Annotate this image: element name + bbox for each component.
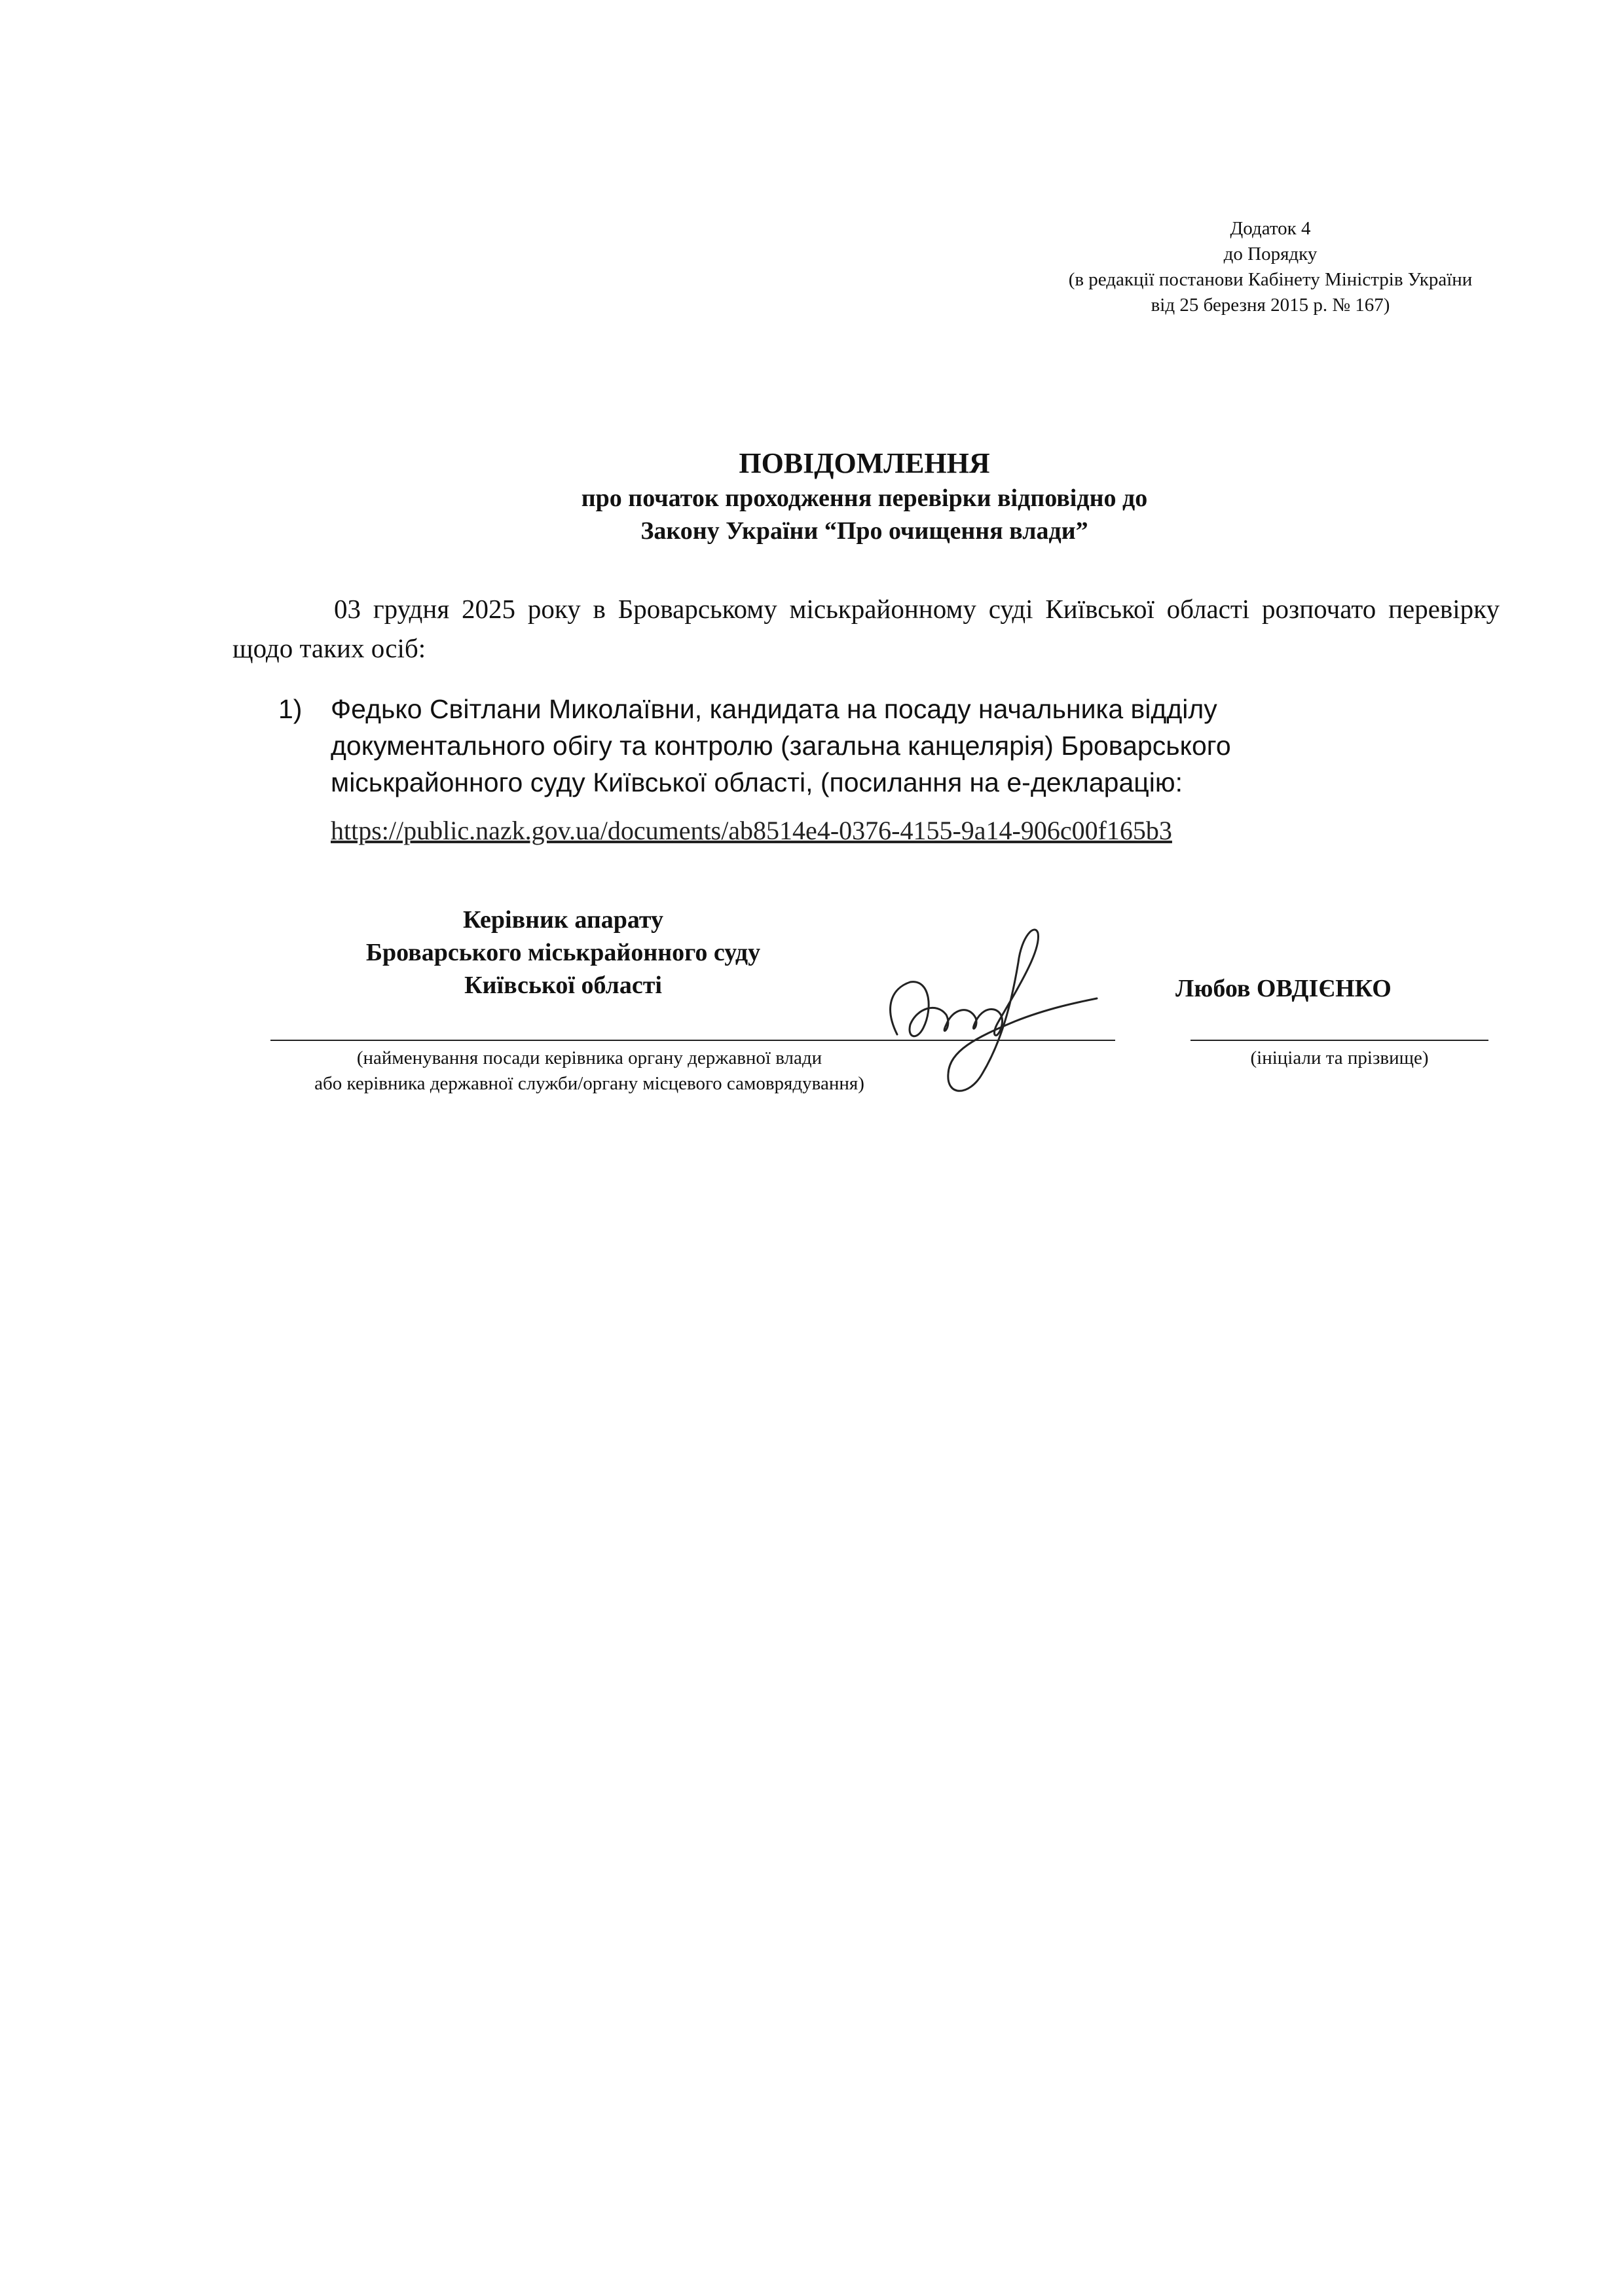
appendix-header bbox=[1022, 216, 1519, 318]
signature-line-left bbox=[270, 1040, 1115, 1041]
position-line: Київської області bbox=[464, 972, 662, 999]
signer-position bbox=[288, 903, 838, 1002]
signer-name: Любов ОВДІЄНКО bbox=[1175, 975, 1392, 1002]
title-main: ПОВІДОМЛЕННЯ bbox=[739, 447, 990, 479]
declaration-link[interactable]: https://public.nazk.gov.ua/documents/ab8514e4-0376-4155-9a14-906c00f165b3 bbox=[331, 816, 1172, 845]
list-item-text: Федько Світлани Миколаївни, кандидата на посаду начальника відділу документального обігу та контролю (загальна канцелярія) Броварського міськрайонного суду Київської області, (посилання на е-декларацію: bbox=[331, 694, 1231, 797]
list-item bbox=[278, 691, 1392, 849]
signature-line-right bbox=[1190, 1040, 1488, 1041]
appendix-line: Додаток 4 bbox=[1230, 218, 1311, 239]
position-caption bbox=[259, 1046, 920, 1097]
intro-paragraph: 03 грудня 2025 року в Броварському міськрайонному суді Київської області розпочато перевірку щодо таких осіб: bbox=[232, 594, 1500, 663]
list-item-number: 1) bbox=[278, 694, 303, 724]
appendix-line: (в редакції постанови Кабінету Міністрів України bbox=[1068, 269, 1473, 290]
name-caption: (ініціали та прізвище) bbox=[1250, 1048, 1429, 1068]
caption-line: (найменування посади керівника органу державної влади bbox=[356, 1048, 822, 1068]
title-subtitle-line: про початок проходження перевірки відповідно до bbox=[581, 484, 1148, 512]
appendix-line: від 25 березня 2015 р. № 167) bbox=[1151, 295, 1390, 316]
position-line: Керівник апарату bbox=[462, 906, 664, 934]
document-title bbox=[327, 445, 1401, 547]
title-subtitle-line: Закону України “Про очищення влади” bbox=[640, 517, 1088, 545]
position-line: Броварського міськрайонного суду bbox=[365, 939, 761, 966]
caption-line: або керівника державної служби/органу місцевого самоврядування) bbox=[314, 1073, 864, 1094]
appendix-line: до Порядку bbox=[1223, 244, 1318, 264]
